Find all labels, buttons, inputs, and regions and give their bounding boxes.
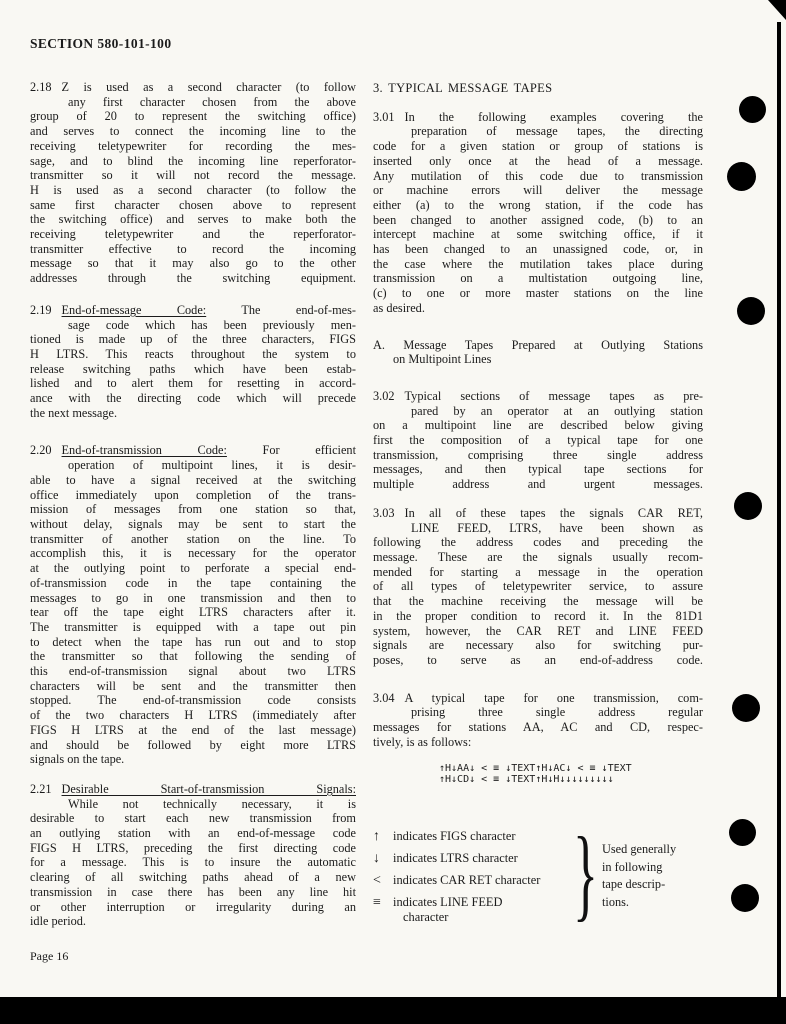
underlined-heading: End-of-transmission Code: [61,443,227,458]
text-line: multiple address and urgent messages. [373,477,703,492]
text-line [30,782,356,797]
binder-hole-dot [727,162,756,191]
scan-edge-line [777,22,781,997]
text-line: that the machine receiving the message will be [373,594,703,609]
text-line: The transmitter is equipped with a tape out pin [30,619,356,634]
text-line: and should be followed by eight more LTRS [30,737,356,752]
section-3-heading: 3. TYPICAL MESSAGE TAPES [373,81,553,95]
text-line: 2.18 Z is used as a second character (to follow [30,80,356,94]
paragraph-3-01 [373,110,703,316]
car-ret-icon: < [373,873,381,889]
text-line: in the proper condition to record it. In the 81D1 [373,608,703,623]
paragraph-3-02 [373,389,703,492]
text-line: inserted only once at the head of a message. [373,153,703,168]
paragraph-2-19 [30,303,356,421]
text-line: ↑H↓AA↓ < ≡ ↓TEXT↑H↓AC↓ < ≡ ↓TEXT [439,763,632,775]
text-line: sage code which has been previously men- [68,317,356,332]
text-line: on Multipoint Lines [393,352,492,367]
text-line: transmitter effective to record the incoming [30,241,356,256]
legend-item-text: indicates FIGS character [393,829,516,844]
legend-note [602,841,676,911]
text-line: as desired. [373,300,425,315]
text-line: first the composition of a typical tape for one [373,433,703,448]
text-line: prising three single address regular [411,705,703,720]
text-line: Any mutilation of this code due to transmission [373,168,703,183]
text-line: or machine errors will deliver the message [373,183,703,198]
text-line: the transmitter so that following the sending of [30,649,356,664]
text-line: office immediately upon completion of the trans- [30,487,356,502]
text-line: tear off the tape eight LTRS characters after it. [30,605,356,620]
text-line: the case where the mutilation takes place during [373,256,703,271]
underlined-heading: End-of-message Code: [61,302,207,317]
brace-icon: } [573,816,598,932]
text-line: desirable to start each new transmission from [30,811,356,826]
text-line: While not technically necessary, it is [68,796,356,811]
text-line: 3.01 In the following examples covering the [373,109,703,124]
text-line: FIGS H LTRS at the end of the last message) [30,722,356,737]
text-line: message so that it may also go to the other [30,256,356,271]
paragraph-2-20 [30,443,356,766]
text-line: 2.19 End-of-message Code: The end-of-mes- [30,302,356,317]
text-line: 2.20 End-of-transmission Code: For efficient [30,443,356,458]
paragraph-number: 3.02 [373,388,395,403]
page-number: Page 16 [30,949,69,963]
text-line: this end-of-transmission signal about two LTRS [30,664,356,679]
text-line: message. These are the signals usually recom- [373,549,703,564]
text-line: 3.02 Typical sections of message tapes as pre- [373,388,703,403]
scan-bottom-bar [0,997,786,1024]
tape-code-sample [439,763,703,785]
text-line: mended for starting a message in the operation [373,564,703,579]
text-line: without delay, signals may be sent to start the [30,516,356,531]
text-line: addresses through the switching equipment. [30,271,356,286]
text-line: clearing of all switching paths ahead of a new [30,870,356,885]
text-line: and serves to connect the incoming line to the [30,124,356,139]
paragraph-number: 3.03 [373,505,395,520]
text-line: the switching office) and serves to make both the [30,212,356,227]
legend-item-text: indicates CAR RET character [393,873,541,888]
text-line: transmitter so it will not record the message. [30,168,356,183]
paragraph-number: 2.18 [30,80,52,94]
text-line: code for a given station or group of stations is [373,139,703,154]
binder-hole-dot [737,297,765,325]
paragraph-3-03 [373,506,703,668]
tape-symbol-legend [373,816,703,932]
paragraph-number: 2.20 [30,443,52,458]
subheading-a [373,338,703,367]
text-line: mission of messages from one station so that, [30,502,356,517]
text-line: tape descrip- [602,877,666,892]
text-line: signals on the tape. [30,752,125,767]
text-line: either (a) to the wrong station, if the code has [373,197,703,212]
text-line: Used generally [602,842,677,857]
text-line: idle period. [30,914,87,929]
paragraph-number: 3.04 [373,690,395,705]
legend-item-text: indicates LINE FEED character [393,895,503,925]
text-line: preparation of message tapes, the directing [411,124,703,139]
text-line: tively, is as follows: [373,734,472,749]
binder-hole-dot [734,492,762,520]
scan-corner-mark [768,0,786,20]
text-line: (c) to one or more master stations on the line [373,286,703,301]
text-line: transmission, comprising three single address [373,447,703,462]
text-line: able to have a signal received at the switching [30,472,356,487]
paragraph-number: 2.21 [30,781,52,796]
ltrs-arrow-down-icon: ↓ [373,851,380,867]
text-line: of all types of teletypewriter service, to assure [373,579,703,594]
paragraph-3-04 [373,691,703,750]
text-line: messages to go in one transmission and then to [30,590,356,605]
text-line: lished and to alert them for resetting in accord- [30,376,356,391]
text-line: tioned is made up of the three characters, FIGS [30,332,356,347]
binder-hole-dot [739,96,766,123]
line-feed-icon: ≡ [373,895,381,911]
text-line: 3.04 A typical tape for one transmission, com- [373,690,703,705]
text-line: of-transmission code in the tape containing the [30,575,356,590]
legend-item-text: indicates LTRS character [393,851,518,866]
text-line: ↑H↓CD↓ < ≡ ↓TEXT↑H↓H↓↓↓↓↓↓↓↓↓ [439,774,614,786]
text-line: FIGS H LTRS, preceding the first directing code [30,840,356,855]
text-line: any first character chosen from the above [68,94,356,109]
text-line: intercept machine at some switching office, if it [373,227,703,242]
right-column [373,81,703,932]
paragraph-number: 3.01 [373,109,395,124]
text-line: on a multipoint line are described below giving [373,418,703,433]
text-line: ance with the directing code which will precede [30,391,356,406]
text-line: the next message. [30,405,118,420]
text-line: following the address codes and preceding the [373,535,703,550]
text-line: same first character chosen above to represent [30,197,356,212]
text-line: or other interruption or irregularity during an [30,899,356,914]
binder-hole-dot [731,884,759,912]
text-line: group of 20 to represent the switching office) [30,109,356,124]
text-line: pared by an operator at an outlying station [411,403,703,418]
text-line: an outlying station with an end-of-message code [30,826,356,841]
paragraph-number: 2.19 [30,302,52,317]
figs-arrow-up-icon: ↑ [373,829,380,845]
binder-hole-dot [732,694,760,722]
text-line: at the outlying point to perforate a special end- [30,561,356,576]
text-line: stopped. The end-of-transmission code consists [30,693,356,708]
text-line: of the two characters H LTRS (immediately after [30,708,356,723]
text-line: messages for stations AA, AC and CD, respec- [373,720,703,735]
text-line: been changed to another assigned code, (b) to an [373,212,703,227]
paragraph-2-18 [30,80,356,286]
paragraph-2-21 [30,782,356,929]
text-line: release switching paths which have been estab- [30,361,356,376]
text-line: receiving teletypewriter and the reperforator- [30,227,356,242]
text-line: signals are necessary also for switching pur- [373,638,703,653]
text-line: system, however, the CAR RET and LINE FEED [373,623,703,638]
section-header: SECTION 580-101-100 [30,36,172,51]
text-line: tions. [602,894,629,909]
text-line: for a message. This is to insure the automatic [30,855,356,870]
text-line: transmitter of another station on the line. To [30,531,356,546]
left-column [30,80,356,929]
text-line: 3.03 In all of these tapes the signals CAR RET, [373,505,703,520]
underlined-heading: Desirable Start-of-transmission Signals: [61,781,356,796]
text-line: operation of multipoint lines, it is desir- [68,458,356,473]
text-line: messages, and then typical tape sections for [373,462,703,477]
text-line: A. Message Tapes Prepared at Outlying Stations [373,337,703,352]
text-line: transmission in case there has been any line hit [30,884,356,899]
binder-hole-dot [729,819,756,846]
text-line: sage, and to blind the incoming line reperforator- [30,153,356,168]
text-line: H is used as a second character (to follow the [30,182,356,197]
text-line: accomplish this, it is necessary for the operator [30,546,356,561]
text-line: has been changed to an unassigned code, or, in [373,242,703,257]
text-line: characters will be sent and the transmitter then [30,678,356,693]
text-line: transmission on a multistation outgoing line, [373,271,703,286]
text-line: in following [602,859,663,874]
text-line: to detect when the tape has run out and to stop [30,634,356,649]
text-line: receiving teletypewriter for recording the mes- [30,138,356,153]
text-line: LINE FEED, LTRS, have been shown as [411,520,703,535]
text-line: poses, to serve as an end-of-address code. [373,652,703,667]
text-line: H LTRS. This reacts throughout the system to [30,346,356,361]
